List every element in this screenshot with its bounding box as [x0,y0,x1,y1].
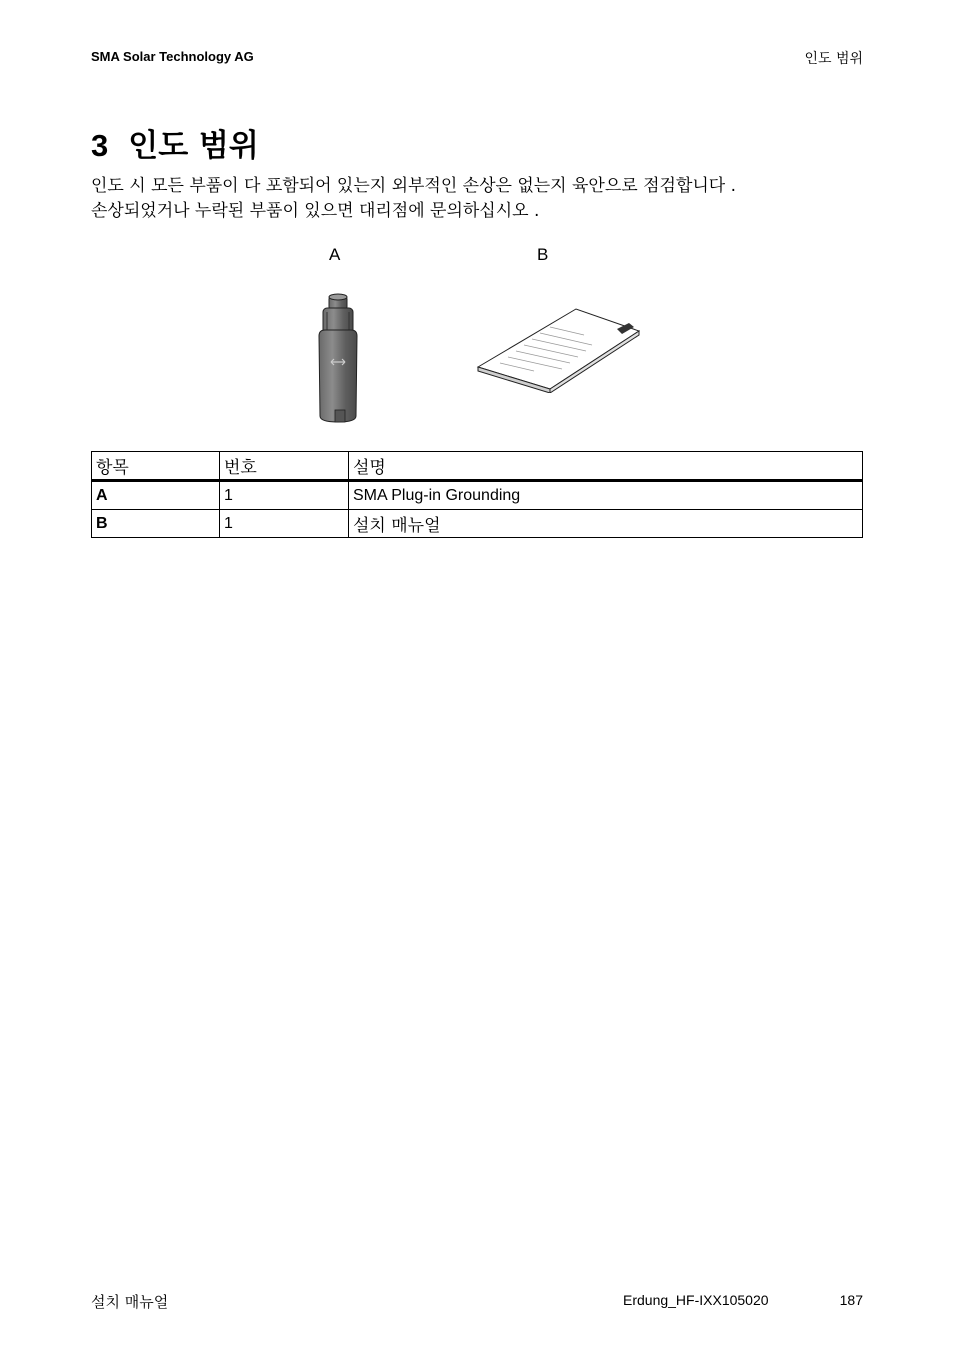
intro-line-1: 인도 시 모든 부품이 다 포함되어 있는지 외부적인 손상은 없는지 육안으로 점검합니다 . [91,176,737,196]
header-company: SMA Solar Technology AG [91,49,254,64]
scope-of-delivery-table [91,451,863,538]
table-row [92,481,863,510]
figure-label-b: B [537,245,549,264]
intro-text [91,174,871,224]
header-count: 번호 [220,452,349,481]
installation-manual-illustration [474,303,642,393]
row-count: 1 [220,481,349,510]
plug-in-grounding-illustration [305,292,369,426]
figure-label-a: A [329,245,341,264]
row-position: A [92,481,220,510]
header-position: 항목 [92,452,220,481]
row-position: B [92,510,220,538]
chapter-heading [91,120,259,165]
header-description: 설명 [349,452,863,481]
row-description: SMA Plug-in Grounding [349,481,863,510]
row-description: 설치 매뉴얼 [349,510,863,538]
footer-page-number: 187 [839,1292,863,1308]
table-row [92,510,863,538]
table-header-row [92,452,863,481]
chapter-number: 3 [91,128,109,163]
footer-doc-type: 설치 매뉴얼 [91,1293,169,1311]
footer-doc-code: Erdung_HF-IXX105020 [623,1292,769,1308]
header-section: 인도 범위 [804,51,863,67]
row-count: 1 [220,510,349,538]
chapter-title: 인도 범위 [128,128,259,164]
intro-line-2: 손상되었거나 누락된 부품이 있으면 대리점에 문의하십시오 . [91,201,540,221]
